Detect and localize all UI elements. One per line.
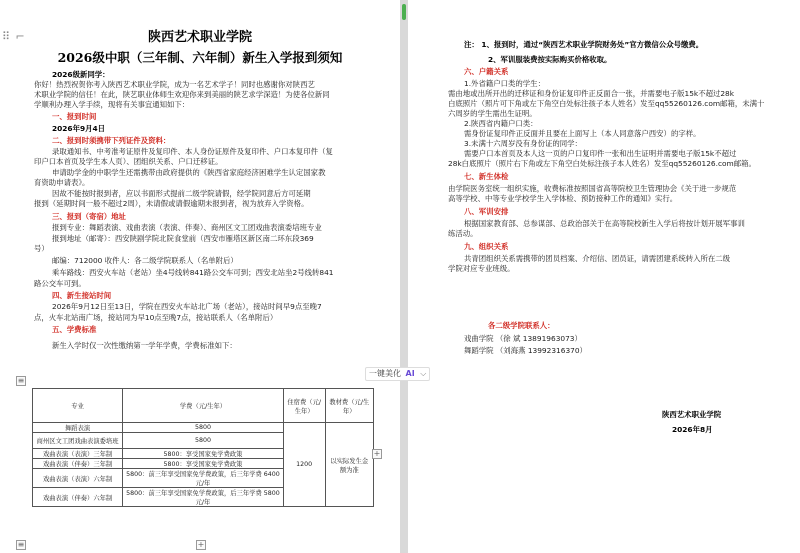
section-heading: 三、报到（寄宿）地址 bbox=[52, 212, 126, 221]
text-line: 新生入学时仅一次性缴纳第一学年学费，学费标准如下： bbox=[52, 341, 237, 350]
text-line: 六周岁的学生需出生证明。 bbox=[448, 109, 537, 118]
section-heading: 五、学费标准 bbox=[52, 325, 97, 334]
text-line: 乘车路线：西安火车站（老站）坐4号线转841路公交车可到；西安北站坐2号线转841 bbox=[52, 268, 334, 277]
text-line: 白底照片（照片可下角或左下角空白处标注孩子本人姓名）发至qq55260126.com邮箱，未满十 bbox=[448, 99, 765, 108]
text-line: 需要户口本首页及本人这一页的户口复印件一张和出生证明并需要电子版15k不超过 bbox=[464, 149, 737, 158]
text-line: 因故不能按时报到者，应以书面形式提前二级学院请假，经学院同意后方可延期 bbox=[52, 189, 311, 198]
page-divider-scrollbar[interactable] bbox=[400, 0, 408, 553]
section-heading: 七、新生体检 bbox=[464, 172, 509, 181]
text-line: 练活动。 bbox=[448, 229, 478, 238]
text-line: 2.陕西省内籍户口类： bbox=[464, 119, 538, 128]
text-line: 邮编：712000 收件人：各二级学院联系人（名单附后） bbox=[52, 256, 238, 265]
col-tuition: 学费（元/生年） bbox=[123, 389, 284, 423]
text-line: 报到（延期时间一般不超过2周），未请假或请假逾期未报到者，视为放弃入学资格。 bbox=[34, 199, 309, 208]
text-line: 点，火车北站南广场，接站同为早10点至晚7点，接站联系人（名单附后） bbox=[34, 313, 278, 322]
drag-handle-icon[interactable]: ⠿ ⌐ bbox=[2, 30, 26, 43]
scroll-thumb[interactable] bbox=[402, 4, 406, 20]
major-cell: 戏曲表演（表演）三年制 bbox=[33, 449, 123, 459]
lodging-cell: 1200 bbox=[283, 423, 325, 507]
section-heading: 八、军训安排 bbox=[464, 207, 509, 216]
text-line: 录取通知书、中考准考证原件及复印件、本人身份证原件及复印件、户口本复印件（复 bbox=[52, 147, 333, 156]
text-line: 报到地址（邮寄）：西安陕剧学院北院食堂前（西安市雁塔区新区南二环东段369 bbox=[52, 234, 314, 243]
major-cell: 戏曲表演（伴奏）三年制 bbox=[33, 459, 123, 469]
text-line: 报到专业：舞蹈表演、戏曲表演（表演、伴奏）、商州区文工团戏曲表演委培班专业 bbox=[52, 223, 322, 232]
major-cell: 戏曲表演（表演）六年制 bbox=[33, 469, 123, 488]
document-page-right bbox=[405, 0, 800, 553]
text-line: 2026年8月 bbox=[672, 425, 713, 434]
text-line: 印户口本首页及学生本人页）、团组织关系、户口迁移证。 bbox=[34, 157, 223, 166]
text-line: 高等学校、中等专业学校学生入学体检、预防接种工作的通知》实行。 bbox=[448, 194, 678, 203]
text-line: 戏曲学院 （徐 斌 13891963073） bbox=[464, 334, 582, 343]
left-side-menu-icon[interactable]: ≡ bbox=[17, 376, 25, 385]
text-line: 舞蹈学院 （刘海燕 13992316370） bbox=[464, 346, 587, 355]
text-line: 你好！热烈祝贺你考入陕西艺术职业学院，成为一名艺术学子！同时也感谢你对陕西艺 bbox=[34, 80, 315, 89]
text-line: 学顺利办理入学手续，现将有关事宜通知如下： bbox=[34, 100, 190, 109]
tuition-cell: 5800：享受国家免学费政策 bbox=[123, 449, 284, 459]
text-line: 2026年9月4日 bbox=[52, 124, 106, 133]
text-line: 注： 1、报到时，通过“陕西艺术职业学院财务处”官方微信公众号缴费。 bbox=[464, 40, 704, 49]
tuition-cell: 5800 bbox=[123, 423, 284, 433]
tuition-cell: 5800：前三年享受国家免学费政策，后三年学费 6400元/年 bbox=[123, 469, 284, 488]
major-cell: 舞蹈表演 bbox=[33, 423, 123, 433]
section-heading: 各二级学院联系人： bbox=[488, 321, 555, 330]
tuition-cell: 5800：前三年享受国家免学费政策，后三年学费 5800元/年 bbox=[123, 488, 284, 507]
major-cell: 商州区文工团戏曲表演委培班 bbox=[33, 433, 123, 449]
table-menu-icon[interactable]: ≡ bbox=[17, 540, 25, 549]
tuition-cell: 5800 bbox=[123, 433, 284, 449]
table-row bbox=[33, 423, 374, 433]
text-line: 2026年9月12日至13日，学院在西安火车站北广场（老站），接站时间早9点至晚7 bbox=[52, 302, 322, 311]
table-add-row-button[interactable]: + bbox=[197, 540, 205, 549]
table-expand-button[interactable]: + bbox=[373, 449, 381, 458]
books-cell: 以实际发生金额为准 bbox=[325, 423, 373, 507]
section-heading: 一、报到时间 bbox=[52, 112, 97, 121]
notice-title: 2026级中职（三年制、六年制）新生入学报到须知 bbox=[57, 50, 343, 65]
text-line: 路公交车可到。 bbox=[34, 279, 86, 288]
text-line: 需由地或出所开出的迁移证和身份证复印件正反面合一张，并需要电子版15k不超过28k bbox=[448, 89, 735, 98]
one-click-beautify-button[interactable] bbox=[365, 367, 430, 381]
text-line: 2026级新同学： bbox=[52, 70, 110, 79]
text-line: 由学院医务室统一组织实施，收费标准按照国省高等院校卫生管理协会《关于进一步规范 bbox=[448, 184, 737, 193]
col-major: 专业 bbox=[33, 389, 123, 423]
text-line: 申请助学金的中职学生还需携带由政府提供的《陕西省家庭经济困难学生认定国家教 bbox=[52, 168, 326, 177]
col-lodging: 住宿费（元/生年） bbox=[283, 389, 325, 423]
chevron-down-icon[interactable]: ⌵ bbox=[420, 369, 427, 378]
section-heading: 六、户籍关系 bbox=[464, 67, 509, 76]
text-line: 2、军训服装费按实际购买价格收取。 bbox=[488, 55, 612, 64]
text-line: 号） bbox=[34, 244, 49, 253]
text-line: 根据国家教育部、总参谋部、总政治部关于在高等院校新生入学后将按计划开展军事训 bbox=[464, 219, 745, 228]
text-line: 28k白底照片（照片右下角或左下角空白处标注孩子本人姓名）发至qq55260126.com邮箱。 bbox=[448, 159, 756, 168]
tuition-cell: 5800：享受国家免学费政策 bbox=[123, 459, 284, 469]
text-line: 学院对应专业班级。 bbox=[448, 264, 515, 273]
section-heading: 九、组织关系 bbox=[464, 242, 509, 251]
beautify-label: 一键美化 bbox=[369, 369, 401, 378]
section-heading: 二、报到时须携带下列证件及资料： bbox=[52, 136, 171, 145]
ai-badge-icon: AI bbox=[405, 369, 415, 378]
text-line: 共青团组织关系需携带的团员档案、介绍信、团员证，请需团建系统转入所在二级 bbox=[464, 254, 731, 263]
text-line: 3.未满十六周岁没有身份证的同学： bbox=[464, 139, 582, 148]
text-line: 育资助申请表》。 bbox=[34, 178, 90, 187]
tuition-table bbox=[32, 388, 374, 507]
major-cell: 戏曲表演（伴奏）六年制 bbox=[33, 488, 123, 507]
text-line: 需身份证复印件正反面并且要在上面写上（本人同意落户西安）的字样。 bbox=[464, 129, 701, 138]
text-line: 1.外省籍户口类的学生： bbox=[464, 79, 545, 88]
section-heading: 四、新生接站时间 bbox=[52, 291, 112, 300]
text-line: 术职业学院的信任！在此，陕艺职业体师生欢迎你来到美丽的陕艺求学深造！为使各位新同 bbox=[34, 90, 330, 99]
col-books: 教材费（元/生年） bbox=[325, 389, 373, 423]
text-line: 陕西艺术职业学院 bbox=[662, 410, 722, 419]
school-title: 陕西艺术职业学院 bbox=[147, 30, 252, 45]
